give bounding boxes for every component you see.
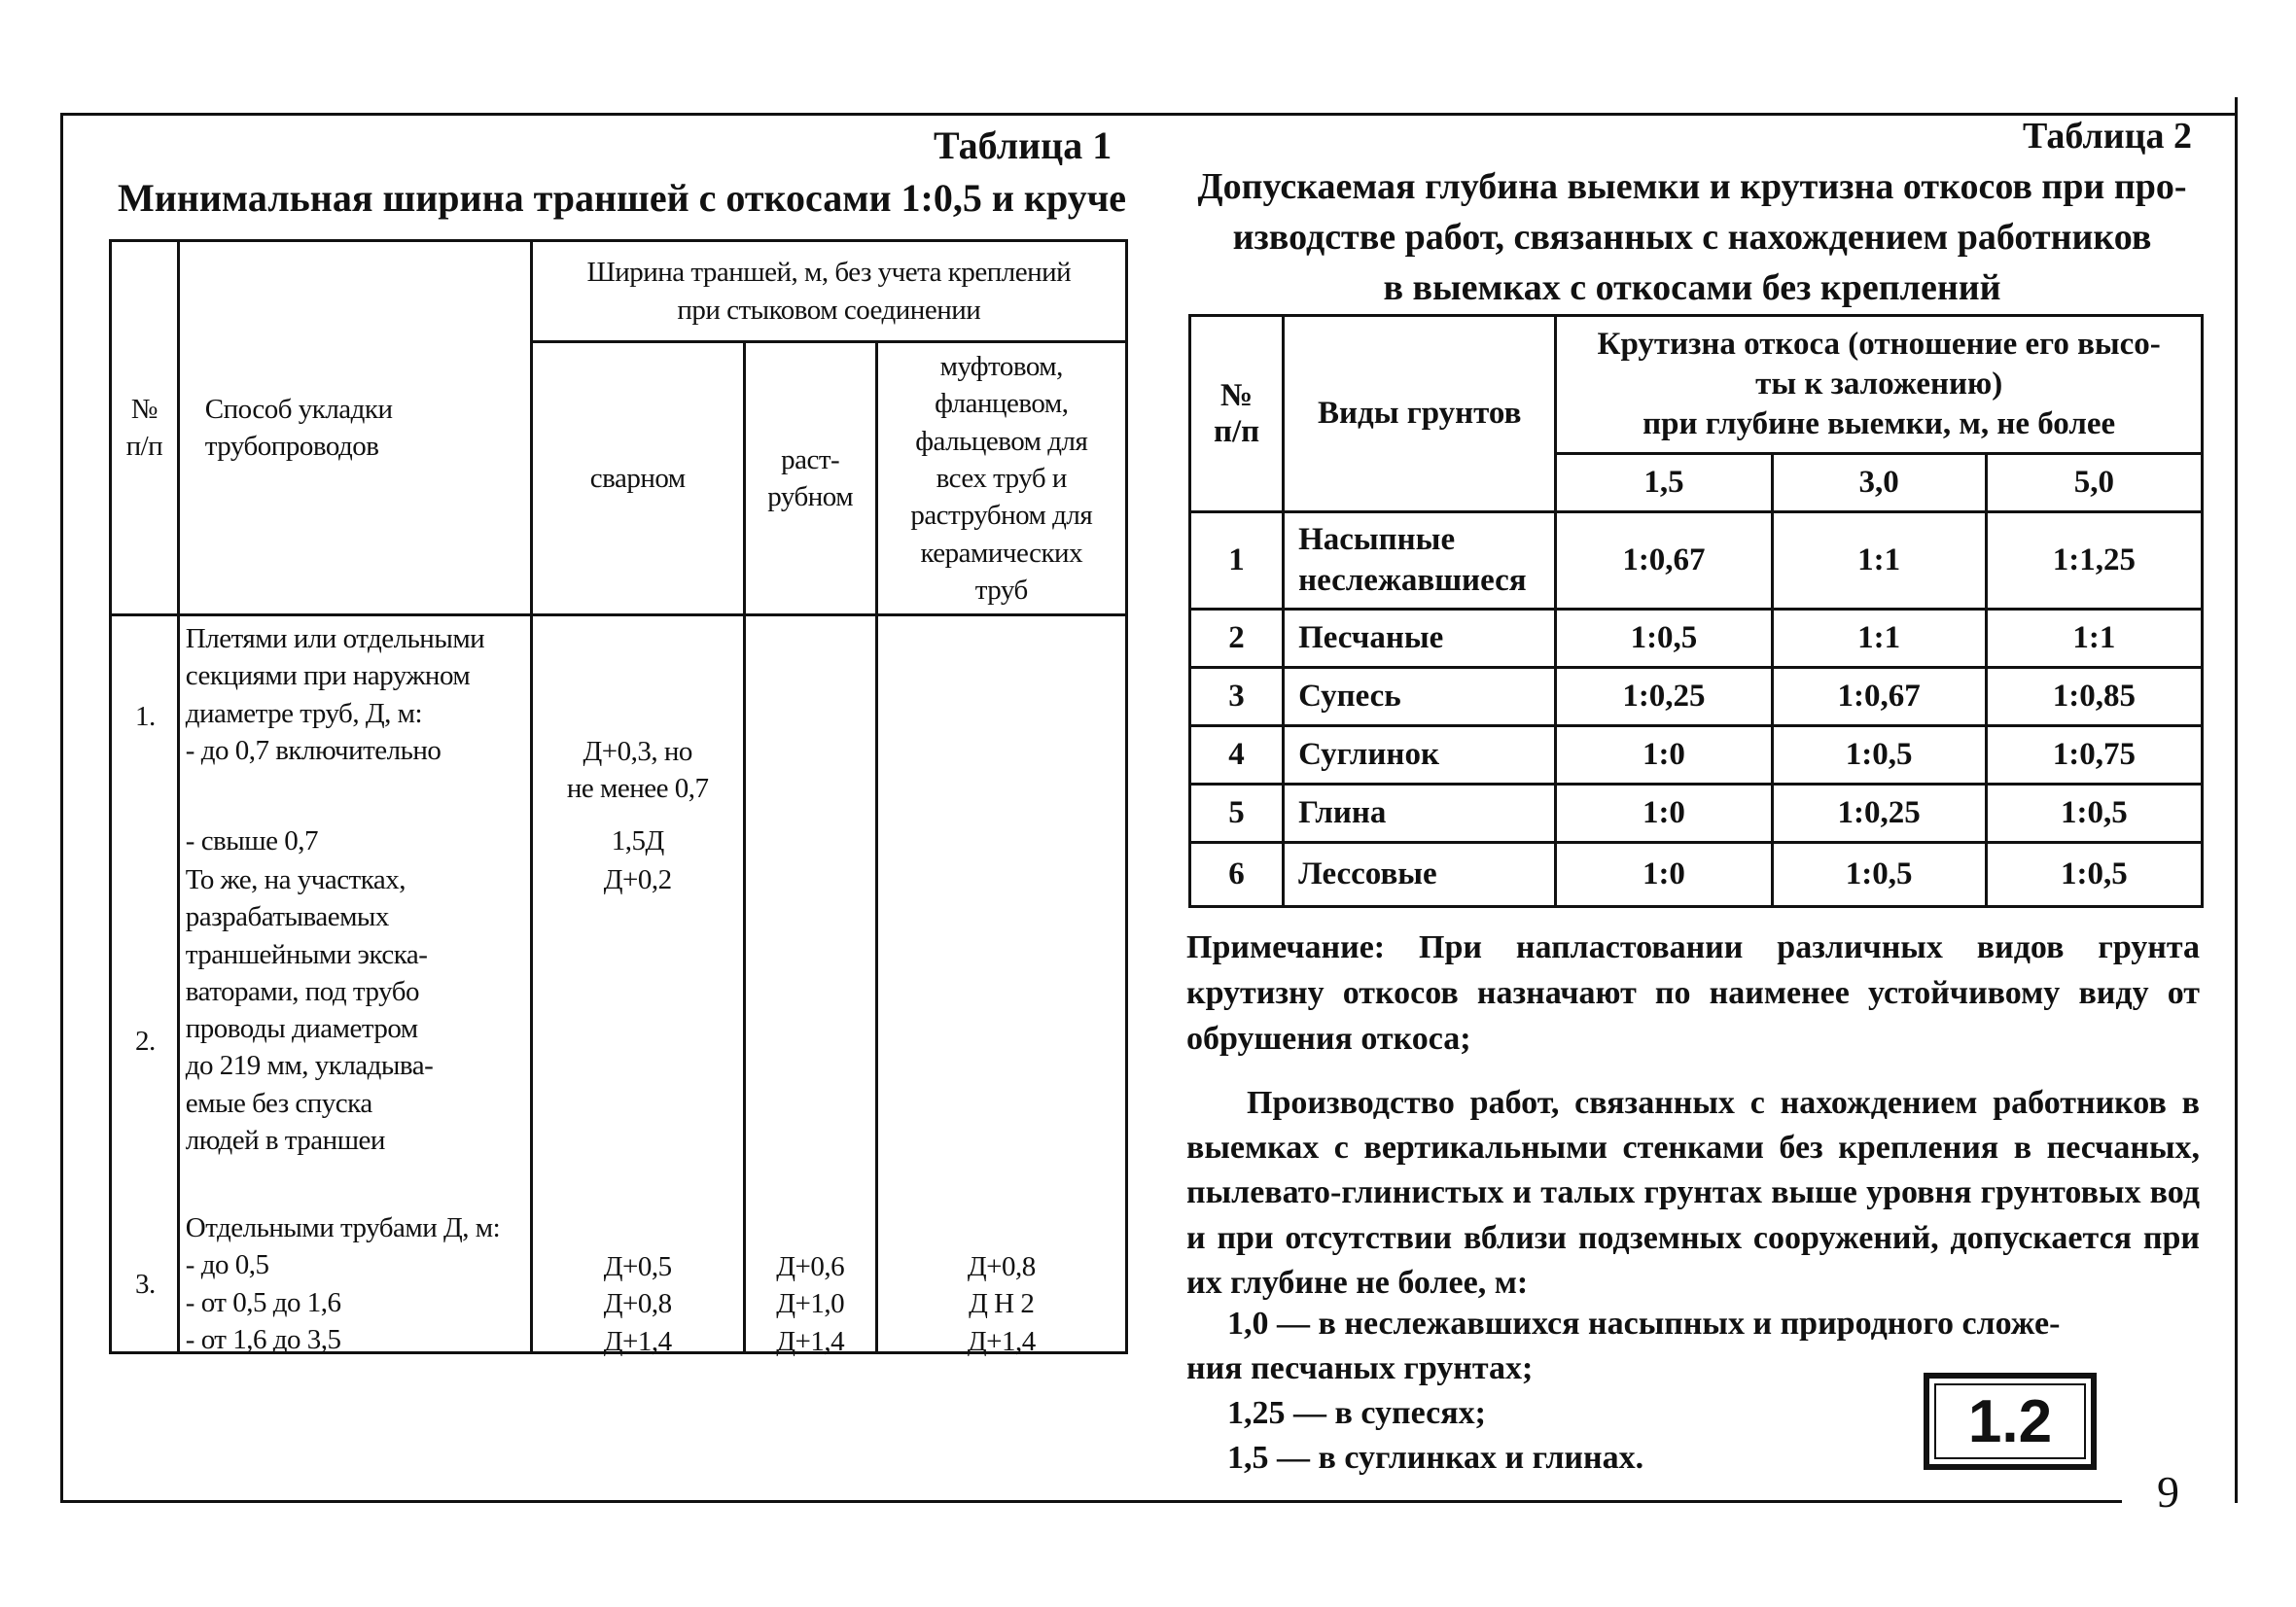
table-row: 1 Насыпные неслежавшиеся 1:0,67 1:1 1:1,25 — [1190, 512, 2203, 610]
t1-row2-num: 2. — [135, 1026, 156, 1057]
frame-bottom-border — [60, 1500, 2122, 1503]
frame-top-border — [60, 113, 2237, 116]
t2-header-group: Крутизна откоса (отношение его высо- ты к заложению) при глубине выемки, м, не более — [1556, 316, 2203, 454]
t1-row1b-text: - свыше 0,7 — [185, 825, 318, 856]
t1-row3-welded: Д+0,5 Д+0,8 Д+1,4 — [603, 1251, 672, 1357]
table-row: 3 Супесь 1:0,25 1:0,67 1:0,85 — [1190, 668, 2203, 726]
list-item: 1,0 — в неслежавшихся насыпных и природного сложе- — [1227, 1306, 2061, 1342]
t1-row3-coupling: Д+0,8 Д Н 2 Д+1,4 — [967, 1251, 1036, 1357]
list-item: 1,25 — в супесях; — [1227, 1395, 1486, 1431]
t1-row3-socket: Д+0,6 Д+1,0 Д+1,4 — [776, 1251, 845, 1357]
table2-title: Допускаемая глубина выемки и крутизна откосов при про- изводстве работ, связанных с нахождением работников в выемках с откосами без креплений — [1197, 166, 2187, 309]
section-badge-label: 1.2 — [1934, 1383, 2086, 1459]
t1-header-group: Ширина траншей, м, без учета креплений при стыковом соединении — [531, 241, 1126, 342]
list-item: ния песчаных грунтах; — [1186, 1350, 1534, 1386]
table1-title: Минимальная ширина траншей с откосами 1:0,5 и круче — [117, 176, 1126, 220]
list-item: 1,5 — в суглинках и глинах. — [1227, 1440, 1644, 1476]
note-paragraph: Примечание: При напластовании различных видов грунта крутизну откосов назначают по наименее устойчивому виду от обрушения откоса; — [1186, 929, 2200, 1057]
t1-body-num — [111, 615, 179, 1353]
body-paragraph: Производство работ, связанных с нахождением работников в выемках с вертикальными стенками без крепления в песчаных, пылевато-глинистых и талых грунтах выше уровня грунтовых вод и при отсутствии вблизи подземных сооружений, допускается при их глубине не более, м: — [1186, 1085, 2200, 1301]
page-number: 9 — [2157, 1467, 2179, 1517]
t1-body-socket — [744, 615, 876, 1357]
t2-header-depth-2: 3,0 — [1772, 454, 1986, 512]
frame-left-border — [60, 113, 63, 1503]
table-row: 6 Лессовые 1:0 1:0,5 1:0,5 — [1190, 843, 2203, 907]
t1-row3-num: 3. — [135, 1269, 156, 1300]
table-row: 5 Глина 1:0 1:0,25 1:0,5 — [1190, 785, 2203, 843]
table2-caption: Таблица 2 — [2023, 116, 2193, 157]
table1-caption: Таблица 1 — [934, 123, 1113, 167]
t2-header-depth-1: 1,5 — [1556, 454, 1772, 512]
t1-row1-text: Плетями или отдельными секциями при наружном диаметре труб, Д, м: - до 0,7 включительно — [185, 623, 485, 766]
t1-header-num: № п/п — [111, 241, 179, 615]
t1-row1b-welded: 1,5Д — [611, 825, 664, 856]
table1 — [109, 239, 1128, 1357]
t1-header-socket: раст- рубном — [744, 342, 876, 615]
table-row: 2 Песчаные 1:0,5 1:1 1:1 — [1190, 610, 2203, 668]
t2-header-soil: Виды грунтов — [1284, 316, 1556, 512]
table2 — [1188, 314, 2204, 908]
t1-header-method: Способ укладки трубопроводов — [178, 241, 531, 615]
t1-row2-welded: Д+0,2 — [603, 864, 672, 895]
t1-header-coupling: муфтовом, фланцевом, фальцевом для всех труб и раструбном для керамических труб — [876, 342, 1126, 615]
t1-header-welded: сварном — [531, 342, 744, 615]
t2-header-depth-3: 5,0 — [1986, 454, 2202, 512]
t1-row3-text: Отдельными трубами Д, м: - до 0,5 - от 0,5 до 1,6 - от 1,6 до 3,5 — [185, 1212, 501, 1355]
t1-row1-welded: Д+0,3, но не менее 0,7 — [566, 736, 709, 805]
t1-body-welded — [531, 615, 744, 1357]
section-badge — [1924, 1373, 2097, 1470]
t1-row1-num: 1. — [135, 701, 156, 732]
t2-header-num: № п/п — [1190, 316, 1284, 512]
t1-body-coupling — [876, 615, 1126, 1357]
frame-right-border — [2235, 97, 2238, 1503]
t1-row2-text: То же, на участках, разрабатываемых траншейными экска- ваторами, под трубо проводы диаметром до 219 мм, укладыва- емые без спуска людей в траншеи — [185, 864, 434, 1156]
t1-body-method — [178, 615, 531, 1353]
table-row: 4 Суглинок 1:0 1:0,5 1:0,75 — [1190, 726, 2203, 785]
